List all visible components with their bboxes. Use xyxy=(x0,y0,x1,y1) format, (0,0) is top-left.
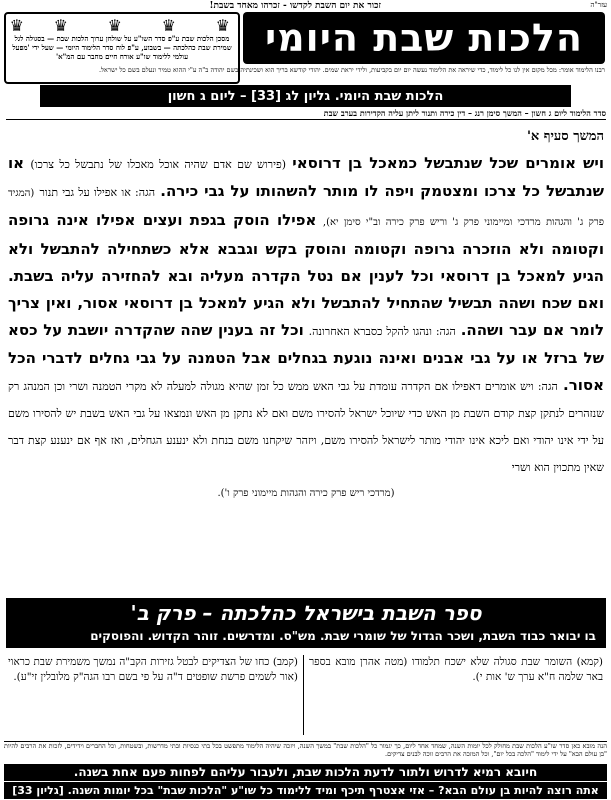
footer-bar-1: חיובא רמיא לדרוש ולתור לדעת הלכות שבת, ולעבור עליהם לפחות פעם אחת בשנה. xyxy=(4,764,607,781)
page-title: הלכות שבת היומי xyxy=(264,16,584,60)
gloss-source: (המגיד פרק ג' והגהות מרדכי ומיימוני פרק ג' וריש פרק כירה וב"י סימן יא), xyxy=(8,188,604,228)
issue-bar xyxy=(40,85,571,107)
continuation-heading: המשך סעיף א' xyxy=(526,129,604,144)
section-title: ספר השבת בישראל כהלכתה – פרק ב' xyxy=(8,600,604,626)
column-divider xyxy=(303,655,304,735)
crown-box-text: מסכן הלכות שבת ע"פ סדר השו"ע על שולחן ערוך הלכות שבת — בסגולה לגל שמירת שבת כהלכתה — בשבוע, ע"פ לוח סדר הלימוד היומי — שעל ידי 'מפעל עולמי ללימוד שו"ע אורח חיים מחבר עם המ"א' xyxy=(12,34,232,61)
founder-text: רבנו הלימוד אומר: מכל מקום אין לנו כל לימוד, כדי שיראה את הלימוד נעשה יום יום בקביעות, ולידי יראת שמים. יהודי קודשא בריך הוא ושכינתיה בשם יהודה ב"ה ע"י ההוא טמיר ונעלם בשם כל ישראל. xyxy=(98,66,605,74)
gloss: הגה: ונהגו להקל כסברא האחרונה. xyxy=(308,325,456,338)
halacha-bold: או שנתבשל כל צרכו ומצטמק ויפה לו מותר להשהותו על גבי כירה. xyxy=(8,154,604,200)
masthead-title xyxy=(243,12,605,64)
halacha-bold: אפילו הוסק בגפת ועצים אפילו אינה גרופה וקטומה ולא הוזכרה גרופה וקטומה והוסק בקש וגבבא אלא כשתחילה להתבשל ולא הגיע למאכל בן דרוסאי וכל לענין אם נטל הקדרה מעליה ובא להחזירה עליה בשבת. ואם שכח ושהה תבשיל שהתחיל להתבשל ולא הגיע למאכל בן דרוסאי אסור, ואין צריך לומר אם עבר ושהה. xyxy=(8,211,605,339)
gloss: הגה: ויש אומרים דאפילו אם הקדרה עומדת על גבי האש ממש כל זמן שהיא מגולה למעלה לא מקרי הטמנה ושרי וכן המנהג רק שנזהרים לנתקן קצת קודם השבת מן האש כדי שיוכל ישראל להסירו משם ואם לא נתקן מן האש ונמצאו על גבי האש בשבת יש להסירו משם על ידי אינו יהודי ואם ליכא אינו יהודי מותר לישראל להסירו משם, ויזהר שיקחנו משם בנחת ולא ינענע הגחלים, ואז אף אם ינענע קצת דבר שאין מתכוין הוא ושרי xyxy=(8,380,604,474)
crown-icon: ♛ xyxy=(161,16,176,35)
main-text xyxy=(8,124,604,584)
halacha-bold: ויש אומרים שכל שנתבשל כמאכל בן דרוסאי xyxy=(292,154,604,172)
footer-small-text: הנה מובא כאן סדר שו"ע הלכות שבת מחולק לכל יומות השנה, שמחד אחד ליום, כך יגמור כל "הלכות שבת" במשך השנה, ויזכה שיהיה הלימוד מתפשט בכל בתי כנסיות ובתי מדרשות, ובשטחות, וכל החברים וידידים, לזכות את הרבים להיות "בן עולם הבא" על ידי לימוד "הלכה בכל יום", וכל המזכה את הרבים זוכה לבנים צדיקים. xyxy=(4,741,607,763)
header-bsd: עזר"ה xyxy=(590,1,607,9)
source-citation: (מרדכי ריש פרק כירה והגהות מיימוני פרק ו'). xyxy=(217,488,395,499)
section-subtitle: בו יבואר כבוד השבת, ושכר הגדול של שומרי שבת. מש"ס. ומדרשים. זוהר הקדוש. והפוסקים xyxy=(8,626,604,646)
schedule-line: סדר הלימוד ליום ג חשון – המשך סימן רנג – דין כירה ותנור ליתן עליה הקדירות בערב שבת xyxy=(6,108,606,120)
column-right: (קמא) השומר שבת סגולה שלא ישכח תלמודו (מטה אהרן מובא בספר באר שלמה ח"א ערך ש' אות י). xyxy=(309,656,603,683)
crown-icon: ♛ xyxy=(9,16,24,35)
crown-icon: ♛ xyxy=(215,16,230,35)
section-header xyxy=(6,598,606,648)
crown-icon: ♛ xyxy=(53,16,68,35)
crown-icon: ♛ xyxy=(107,16,122,35)
halacha-bold: וכל זה בענין שהה שהקדרה יושבת על כסא של ברזל או על גבי אבנים ואינה נוגעת בגחלים אבל הטמנה על גבי גחלים לדברי הכל אסור. xyxy=(8,321,604,394)
header-top-line xyxy=(0,0,611,12)
column-left: (קמב) כחו של הצדיקים לבטל גזירות הקב"ה נמשך משמירת שבת כראוי (אור לשמים פרשת שופטים ד"ה על פי בשם רבו הגה"ק מלובלין זי"ע). xyxy=(8,656,298,683)
header-motto: זכור את יום השבת לקדשו - זכרהו מאחד בשבת! xyxy=(209,1,381,11)
gloss: הגה: או אפילו על גבי תנור xyxy=(39,186,156,199)
issue-bar-text: הלכות שבת היומי. גליון לג [33] – ליום ג חשון xyxy=(167,88,444,104)
halacha-paren: (פירוש שם אדם שהיה אוכל מאכלו של נתבשל כל צרכו) xyxy=(30,158,287,171)
footer-bar-2: אתה רוצה להיות בן עולם הבא? – אזי אצטרף תיכף ומיד ללימוד כל שו"ע "הלכות שבת" בכל יומות השנה. [גליון 33] xyxy=(4,782,607,799)
